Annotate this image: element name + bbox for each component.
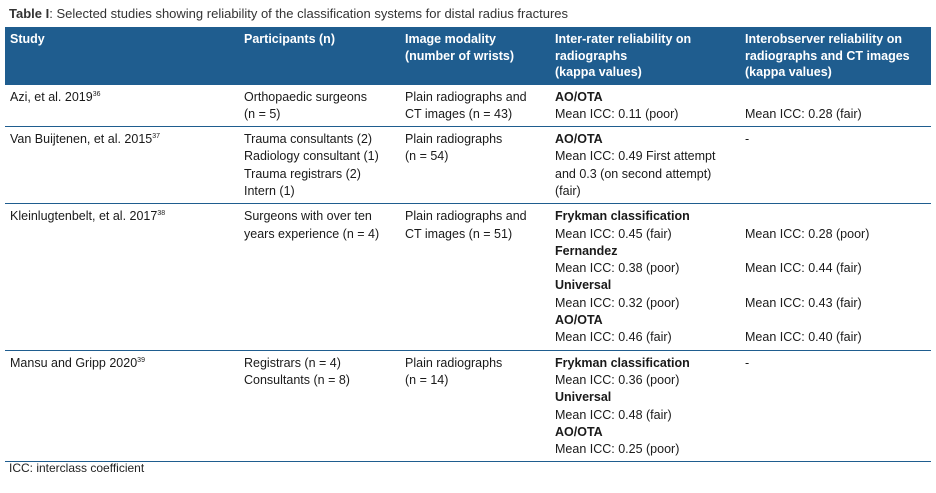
interrater-value: Mean ICC: 0.36 (poor): [555, 372, 680, 387]
classification-name: AO/OTA: [555, 313, 603, 328]
interrater-value: Mean ICC: 0.45 (fair): [555, 226, 672, 241]
studies-table: [5, 27, 931, 462]
header-interobserver: [740, 27, 931, 85]
header-modality-line: (number of wrists): [405, 48, 515, 63]
cell-interobserver: [740, 127, 931, 204]
participants-line: Intern (1): [244, 183, 295, 198]
interobserver-spacer: [745, 208, 927, 225]
cell-interobserver: [740, 204, 931, 350]
table-row: [5, 204, 931, 350]
classification-name: Fernandez: [555, 243, 618, 258]
modality-line: CT images (n = 51): [405, 226, 513, 241]
cell-interobserver: [740, 85, 931, 127]
table-row: [5, 85, 931, 127]
header-interobserver-line: Interobserver reliability on: [745, 32, 902, 46]
cell-participants: [239, 204, 400, 350]
interrater-value: Mean ICC: 0.48 (fair): [555, 407, 672, 422]
cell-interobserver: [740, 350, 931, 462]
classification-name: Frykman classification: [555, 209, 690, 224]
classification-name: Frykman classification: [555, 355, 690, 370]
header-interrater-line: (kappa values): [555, 65, 642, 79]
interrater-value: Mean ICC: 0.11 (poor): [555, 106, 679, 121]
interrater-value: Mean ICC: 0.46 (fair): [555, 330, 672, 345]
interobserver-spacer: [745, 89, 927, 106]
participants-line: Consultants (n = 8): [244, 372, 350, 387]
study-reference: 36: [92, 90, 101, 98]
classification-name: Universal: [555, 390, 612, 405]
modality-line: Plain radiographs: [405, 355, 503, 370]
table-body: [5, 85, 931, 462]
header-modality-line: Image modality: [405, 32, 496, 46]
interrater-value: Mean ICC: 0.49 First attempt: [555, 149, 716, 164]
participants-line: Radiology consultant (1): [244, 149, 379, 164]
cell-modality: [400, 127, 550, 204]
header-interrater-line: radiographs: [555, 48, 628, 63]
classification-name: AO/OTA: [555, 132, 603, 147]
table-header-row: [5, 27, 931, 85]
cell-interrater: [550, 350, 740, 462]
interobserver-value: Mean ICC: 0.40 (fair): [745, 330, 862, 345]
header-participants-label: Participants (n): [244, 32, 335, 46]
participants-line: Trauma registrars (2): [244, 166, 361, 181]
modality-line: Plain radiographs and: [405, 209, 527, 224]
interobserver-spacer: [745, 312, 927, 329]
study-name: Kleinlugtenbelt, et al. 2017: [10, 209, 158, 224]
table-row: [5, 127, 931, 204]
interrater-value: and 0.3 (on second attempt): [555, 166, 712, 181]
cell-participants: [239, 85, 400, 127]
study-name: Van Buijtenen, et al. 2015: [10, 132, 153, 147]
table-caption: [9, 6, 568, 21]
cell-modality: [400, 204, 550, 350]
interobserver-value: Mean ICC: 0.44 (fair): [745, 261, 862, 276]
cell-participants: [239, 127, 400, 204]
header-interobserver-line: radiographs and CT images: [745, 48, 910, 63]
cell-modality: [400, 350, 550, 462]
cell-interrater: [550, 204, 740, 350]
modality-line: Plain radiographs: [405, 132, 503, 147]
interrater-value: Mean ICC: 0.38 (poor): [555, 261, 680, 276]
interobserver-dash: -: [745, 132, 750, 147]
interobserver-value: Mean ICC: 0.28 (poor): [745, 226, 870, 241]
cell-participants: [239, 350, 400, 462]
header-interrater: [550, 27, 740, 85]
table-caption-label: Table I: [9, 6, 50, 21]
participants-line: years experience (n = 4): [244, 226, 380, 241]
header-participants: [239, 27, 400, 85]
interrater-value: Mean ICC: 0.32 (poor): [555, 295, 680, 310]
cell-modality: [400, 85, 550, 127]
interobserver-value: Mean ICC: 0.43 (fair): [745, 295, 862, 310]
cell-study: [5, 350, 239, 462]
cell-study: [5, 204, 239, 350]
classification-name: AO/OTA: [555, 424, 603, 439]
study-reference: 39: [137, 356, 145, 364]
interrater-value: Mean ICC: 0.25 (poor): [555, 442, 680, 457]
table-caption-text: : Selected studies showing reliability of the classification systems for distal radius fractures: [49, 6, 568, 21]
study-reference: 38: [157, 210, 166, 218]
header-modality: [400, 27, 550, 85]
header-study: [5, 27, 239, 85]
classification-name: Universal: [555, 278, 612, 293]
participants-line: Surgeons with over ten: [244, 209, 372, 224]
footnote: ICC: interclass coefficient: [9, 461, 145, 475]
participants-line: Registrars (n = 4): [244, 355, 341, 370]
cell-study: [5, 127, 239, 204]
classification-name: AO/OTA: [555, 89, 603, 104]
interobserver-spacer: [745, 277, 927, 294]
study-reference: 37: [152, 133, 161, 141]
interobserver-spacer: [745, 243, 927, 260]
cell-study: [5, 85, 239, 127]
participants-line: Trauma consultants (2): [244, 132, 373, 147]
header-interrater-line: Inter-rater reliability on: [555, 32, 692, 46]
participants-line: Orthopaedic surgeons: [244, 89, 367, 104]
modality-line: Plain radiographs and: [405, 89, 527, 104]
study-name: Mansu and Gripp 2020: [10, 355, 138, 370]
modality-line: CT images (n = 43): [405, 106, 513, 121]
table-row: [5, 350, 931, 462]
participants-line: (n = 5): [244, 106, 281, 121]
interrater-value: (fair): [555, 183, 581, 198]
modality-line: (n = 54): [405, 149, 449, 164]
modality-line: (n = 14): [405, 372, 449, 387]
header-interobserver-line: (kappa values): [745, 65, 832, 79]
interobserver-value: Mean ICC: 0.28 (fair): [745, 106, 862, 121]
header-study-label: Study: [10, 32, 45, 46]
cell-interrater: [550, 85, 740, 127]
cell-interrater: [550, 127, 740, 204]
study-name: Azi, et al. 2019: [10, 89, 93, 104]
interobserver-dash: -: [745, 355, 750, 370]
